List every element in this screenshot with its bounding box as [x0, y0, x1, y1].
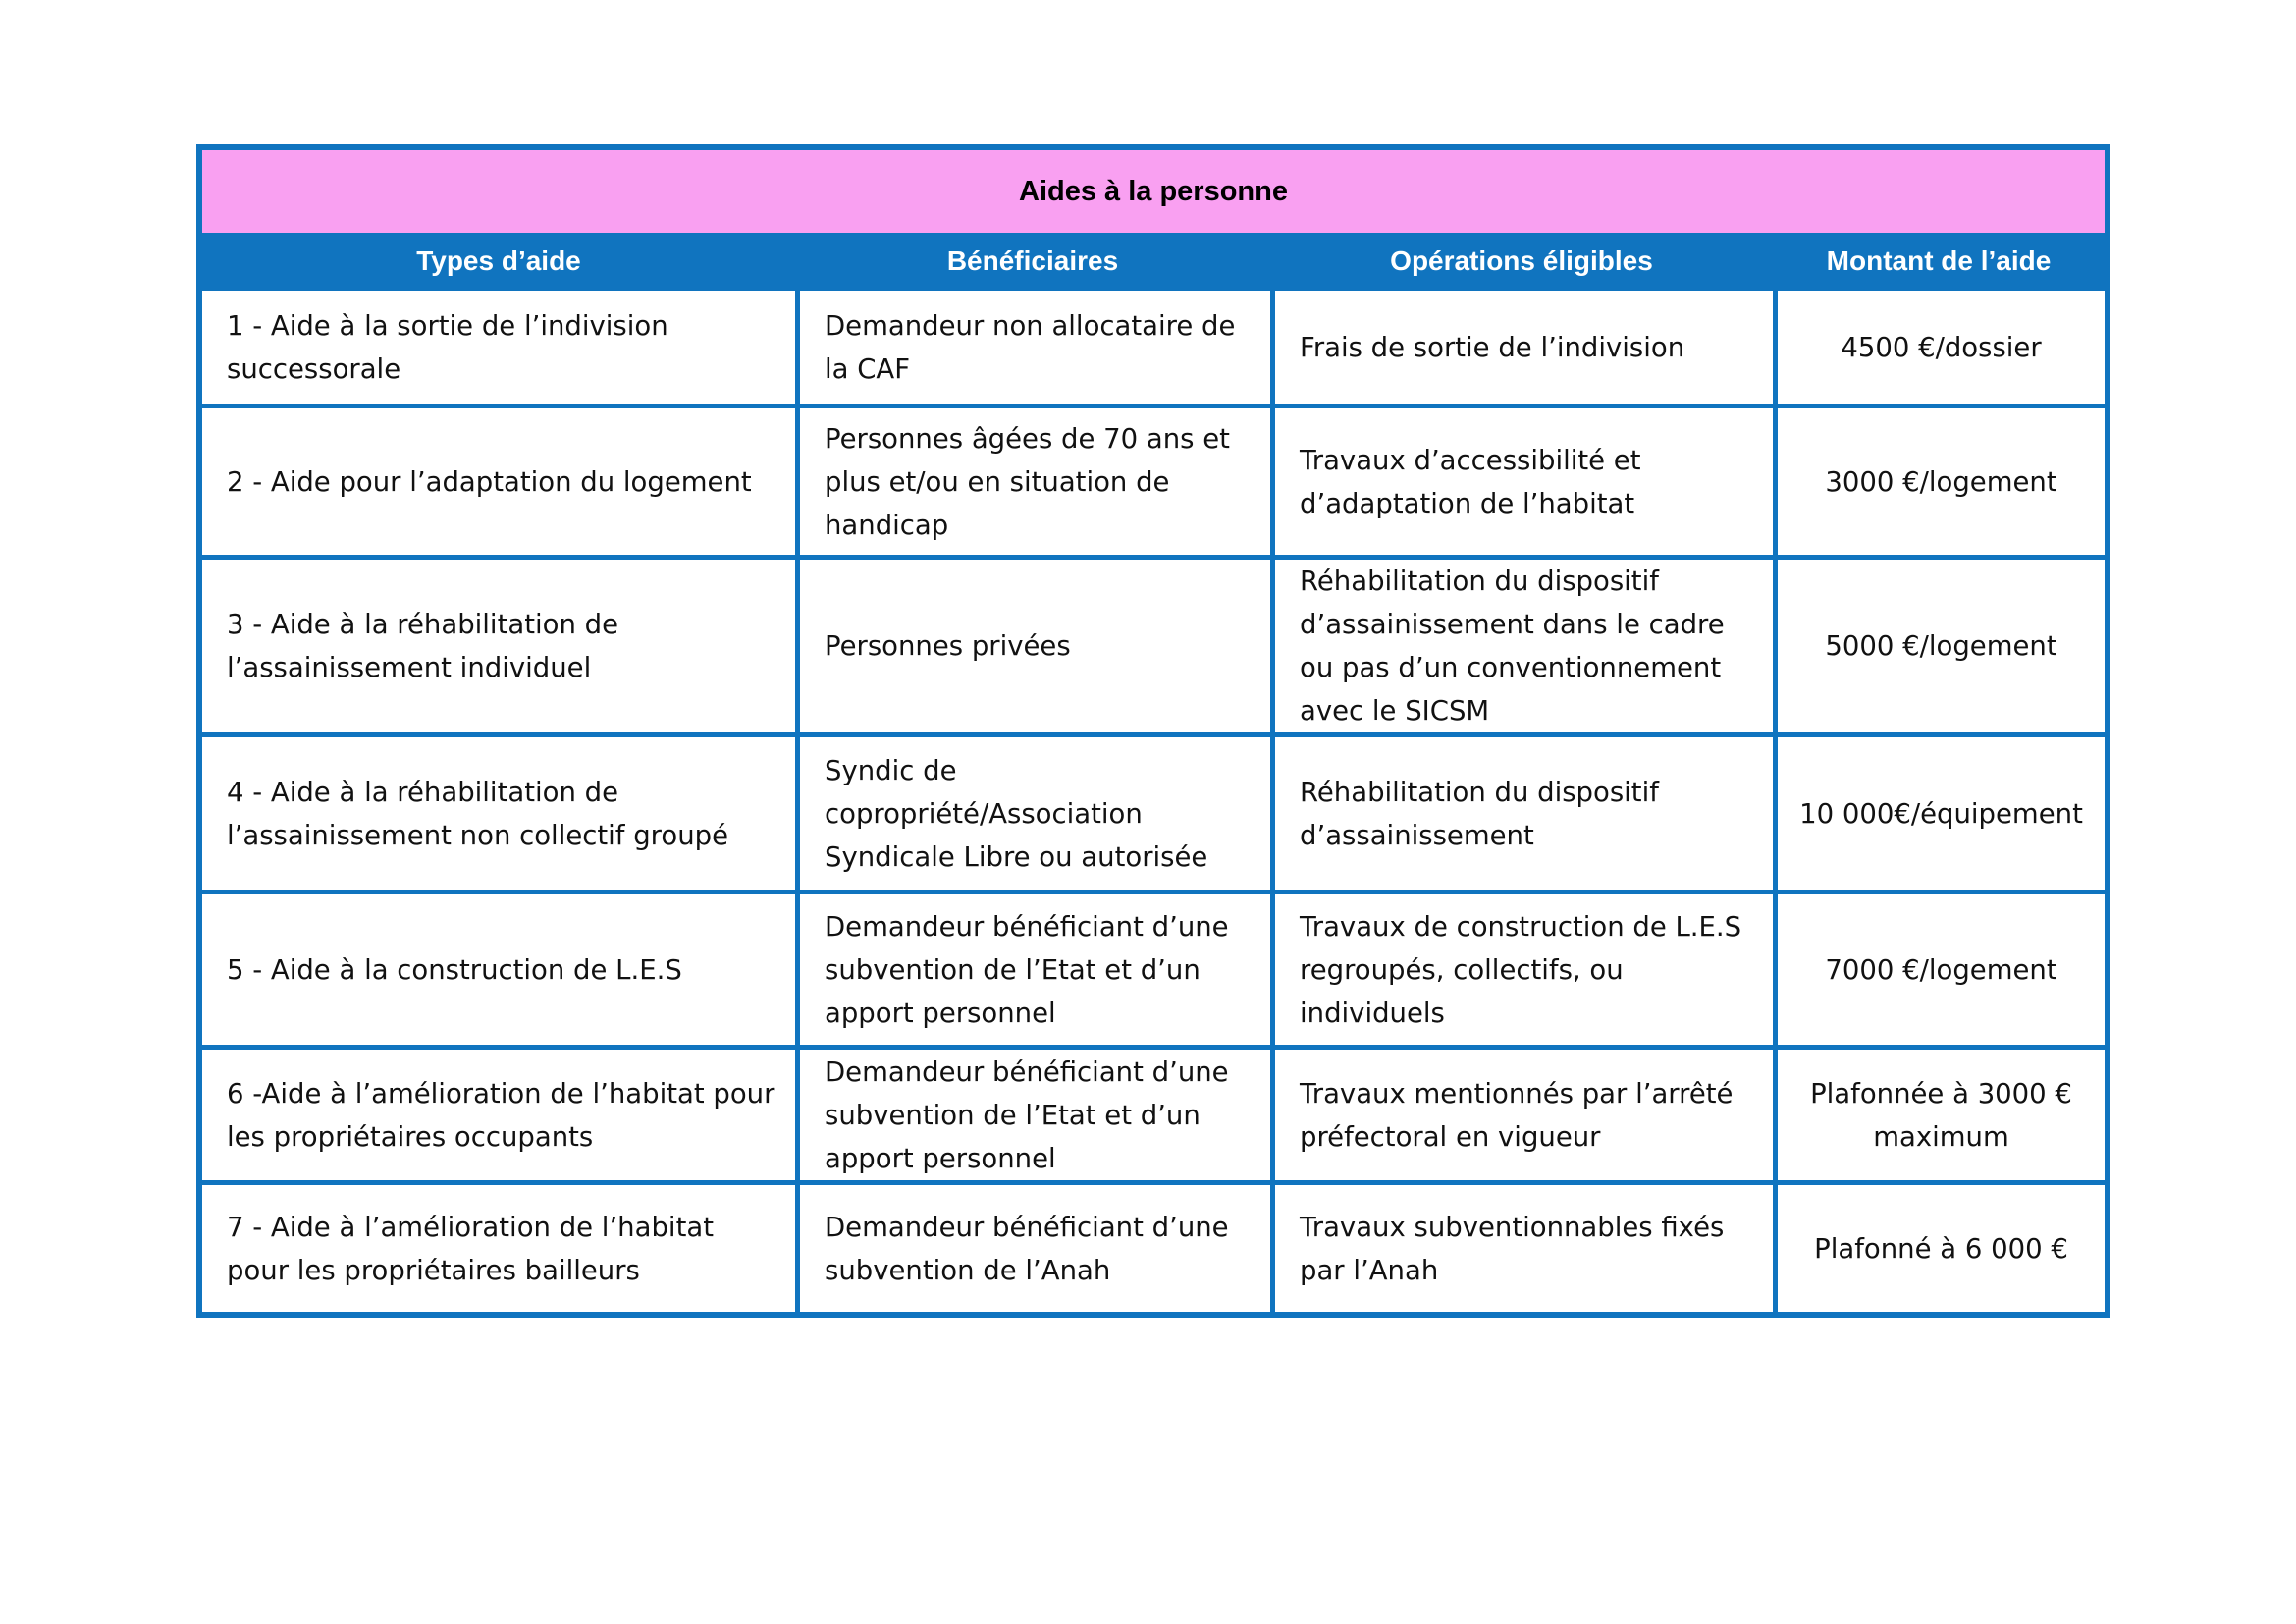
cell-type: 1 - Aide à la sortie de l’indivision successorale — [202, 286, 795, 404]
cell-montant: Plafonné à 6 000 € — [1773, 1180, 2105, 1312]
header-types-aide: Types d’aide — [202, 237, 795, 286]
table-title: Aides à la personne — [202, 150, 2105, 237]
cell-beneficiaires: Personnes âgées de 70 ans et plus et/ou en situation de handicap — [795, 404, 1270, 555]
cell-operations: Travaux subventionnables fixés par l’Anah — [1270, 1180, 1773, 1312]
cell-operations: Réhabilitation du dispositif d’assainissement — [1270, 732, 1773, 890]
cell-beneficiaires: Demandeur bénéficiant d’une subvention de l’Anah — [795, 1180, 1270, 1312]
header-row — [202, 237, 2105, 286]
cell-montant: 4500 €/dossier — [1773, 286, 2105, 404]
cell-operations: Travaux d’accessibilité et d’adaptation de l’habitat — [1270, 404, 1773, 555]
aides-table — [196, 144, 2110, 1318]
table-row — [202, 732, 2105, 890]
cell-type: 6 -Aide à l’amélioration de l’habitat pour les propriétaires occupants — [202, 1045, 795, 1180]
table-row — [202, 286, 2105, 404]
header-operations-eligibles: Opérations éligibles — [1270, 237, 1773, 286]
table-row — [202, 890, 2105, 1045]
cell-montant: 7000 €/logement — [1773, 890, 2105, 1045]
cell-operations: Frais de sortie de l’indivision — [1270, 286, 1773, 404]
cell-beneficiaires: Personnes privées — [795, 555, 1270, 732]
table-row — [202, 1180, 2105, 1312]
cell-type: 3 - Aide à la réhabilitation de l’assainissement individuel — [202, 555, 795, 732]
table-row — [202, 555, 2105, 732]
cell-beneficiaires: Demandeur bénéficiant d’une subvention de l’Etat et d’un apport personnel — [795, 890, 1270, 1045]
cell-montant: 3000 €/logement — [1773, 404, 2105, 555]
cell-operations: Travaux mentionnés par l’arrêté préfectoral en vigueur — [1270, 1045, 1773, 1180]
cell-montant: Plafonnée à 3000 € maximum — [1773, 1045, 2105, 1180]
cell-type: 7 - Aide à l’amélioration de l’habitat pour les propriétaires bailleurs — [202, 1180, 795, 1312]
header-beneficiaires: Bénéficiaires — [795, 237, 1270, 286]
title-row — [202, 150, 2105, 237]
table-row — [202, 1045, 2105, 1180]
cell-operations: Réhabilitation du dispositif d’assainissement dans le cadre ou pas d’un conventionnement avec le SICSM — [1270, 555, 1773, 732]
cell-type: 5 - Aide à la construction de L.E.S — [202, 890, 795, 1045]
cell-type: 2 - Aide pour l’adaptation du logement — [202, 404, 795, 555]
table-row — [202, 404, 2105, 555]
cell-type: 4 - Aide à la réhabilitation de l’assainissement non collectif groupé — [202, 732, 795, 890]
cell-montant: 10 000€/équipement — [1773, 732, 2105, 890]
cell-beneficiaires: Demandeur bénéficiant d’une subvention de l’Etat et d’un apport personnel — [795, 1045, 1270, 1180]
cell-operations: Travaux de construction de L.E.S regroupés, collectifs, ou individuels — [1270, 890, 1773, 1045]
cell-beneficiaires: Syndic de copropriété/Association Syndicale Libre ou autorisée — [795, 732, 1270, 890]
header-montant-aide: Montant de l’aide — [1773, 237, 2105, 286]
cell-beneficiaires: Demandeur non allocataire de la CAF — [795, 286, 1270, 404]
cell-montant: 5000 €/logement — [1773, 555, 2105, 732]
